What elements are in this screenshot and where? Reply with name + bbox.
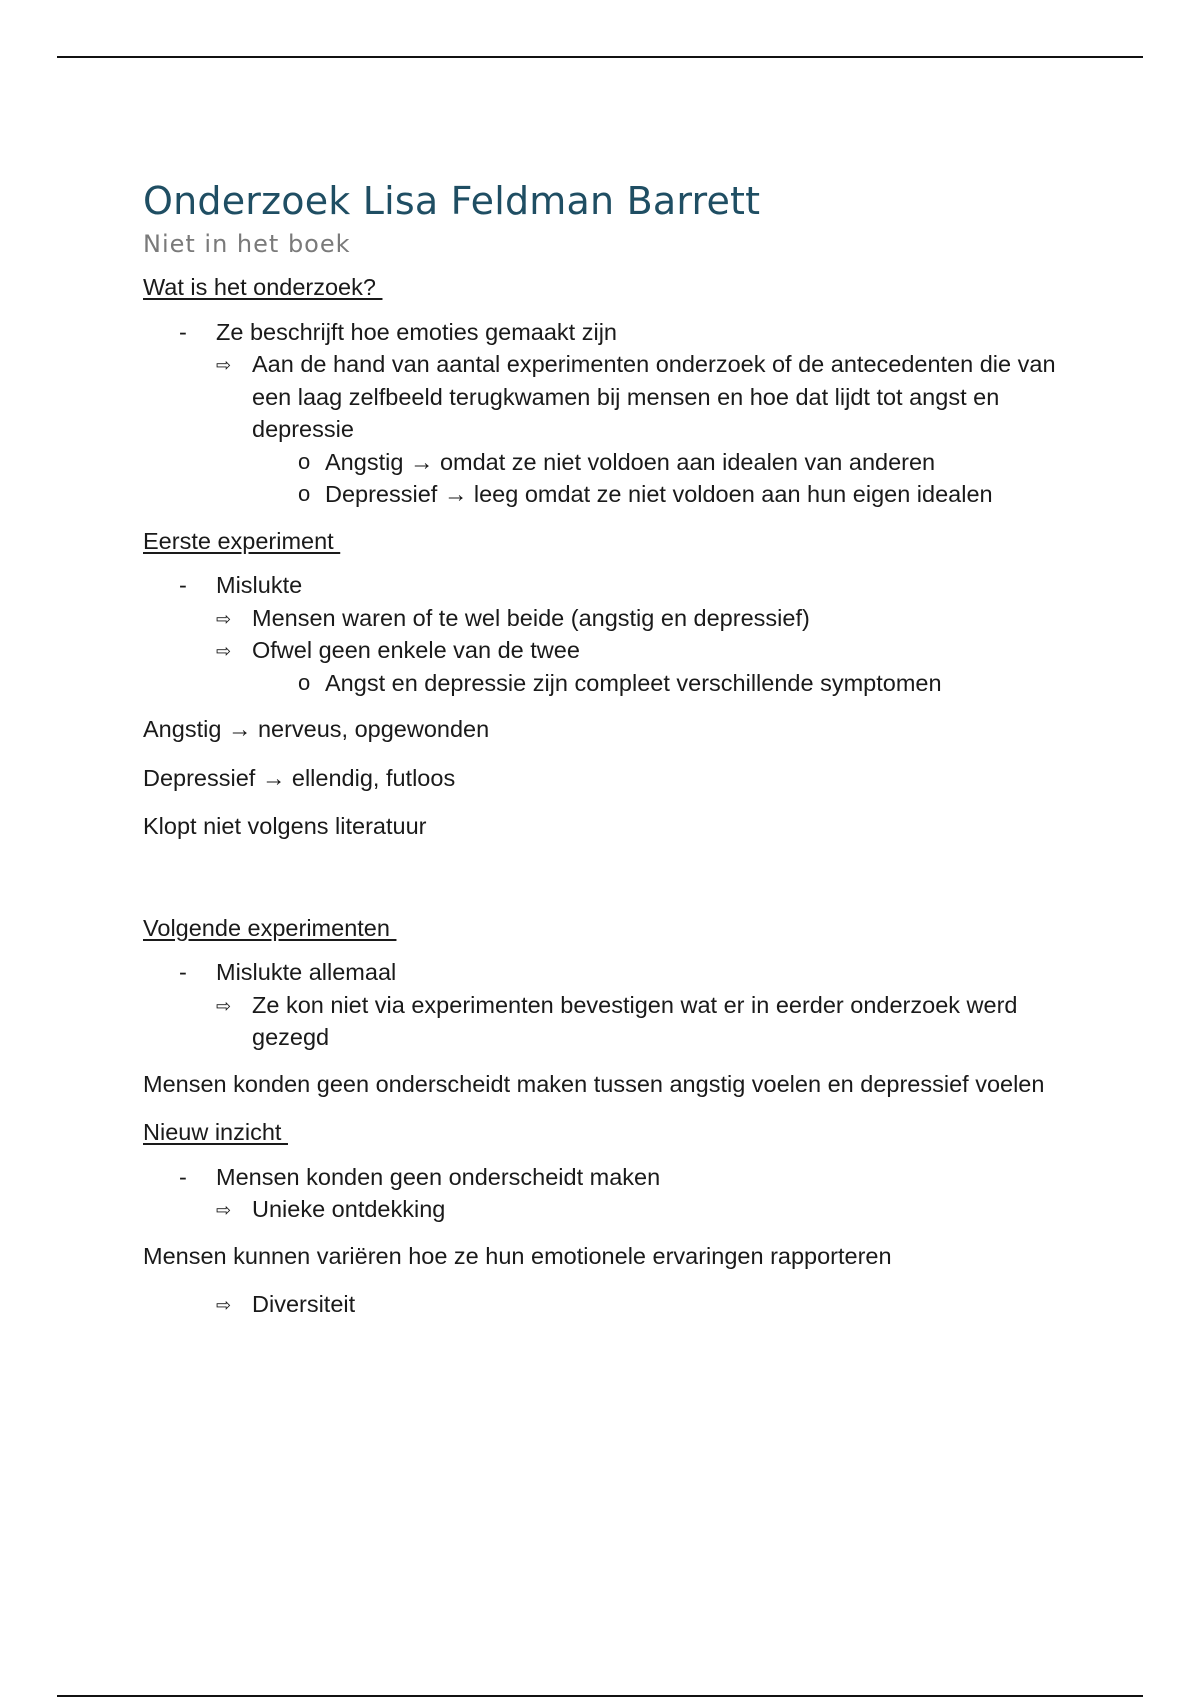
arrow-right-icon: ⇨ bbox=[216, 355, 232, 375]
sub-sub-bullet-text: Depressief → leeg omdat ze niet voldoen aan hun eigen idealen bbox=[325, 481, 993, 507]
list-item bbox=[216, 1193, 1083, 1226]
sub-bullet-text: Unieke ontdekking bbox=[252, 1196, 446, 1222]
sub-sub-list bbox=[252, 667, 1083, 700]
arrow-right-icon: ⇨ bbox=[216, 641, 232, 661]
arrow-right-icon: ⇨ bbox=[216, 608, 232, 629]
sub-bullet-text: Mensen waren of te wel beide (angstig en depressief) bbox=[252, 604, 810, 631]
section-4-list bbox=[143, 1161, 1083, 1226]
arrow-right-icon: ⇨ bbox=[216, 1200, 232, 1220]
bullet-text: Mislukte bbox=[216, 572, 303, 598]
sub-sub-bullet-text: Angst en depressie zijn compleet verschillende symptomen bbox=[325, 669, 942, 696]
list-item bbox=[252, 667, 1083, 700]
paragraph-angstig: Angstig → nerveus, opgewonden bbox=[143, 716, 490, 742]
list-item bbox=[143, 569, 1083, 699]
list-item bbox=[143, 316, 1083, 511]
arrow-right-icon: ⇨ bbox=[216, 1295, 232, 1315]
sub-list bbox=[216, 1193, 1083, 1226]
sub-sub-bullet-text: Angstig → omdat ze niet voldoen aan idealen van anderen bbox=[325, 448, 936, 475]
blank-line bbox=[143, 859, 1083, 908]
section-heading-nieuw-inzicht: Nieuw inzicht bbox=[143, 1119, 288, 1145]
section-heading-eerste-experiment: Eerste experiment bbox=[143, 527, 341, 554]
paragraph-depressief: Depressief → ellendig, futloos bbox=[143, 764, 456, 791]
section-heading-volgende-experimenten: Volgende experimenten bbox=[143, 914, 397, 941]
list-item bbox=[252, 446, 1083, 479]
paragraph-geen-onderscheidt: Mensen konden geen onderscheidt maken tussen angstig voelen en depressief voelen bbox=[143, 1070, 1045, 1097]
dash-bullet-icon: - bbox=[179, 959, 187, 985]
indented-arrow-block bbox=[143, 1288, 1083, 1321]
section-2-list bbox=[143, 569, 1083, 699]
document-page bbox=[143, 175, 1083, 1337]
sub-list bbox=[216, 348, 1083, 511]
circle-bullet-icon: o bbox=[298, 448, 311, 474]
sub-list bbox=[216, 602, 1083, 700]
list-item bbox=[216, 348, 1083, 511]
dash-bullet-icon: - bbox=[179, 1163, 187, 1190]
sub-list bbox=[216, 1288, 1083, 1321]
dash-bullet-icon: - bbox=[179, 318, 187, 345]
section-heading-wat-is-het-onderzoek: Wat is het onderzoek? bbox=[143, 274, 383, 300]
section-1-list bbox=[143, 316, 1083, 511]
document-subtitle: Niet in het boek bbox=[143, 230, 351, 258]
paragraph-klopt-niet: Klopt niet volgens literatuur bbox=[143, 813, 427, 839]
list-item bbox=[216, 602, 1083, 635]
top-divider bbox=[57, 56, 1143, 58]
sub-bullet-text: Aan de hand van aantal experimenten onderzoek of de antecedenten die van een laag zelfbeeld terugkwamen bij mensen en hoe dat lijdt tot angst en depressie bbox=[252, 351, 1056, 442]
circle-bullet-icon: o bbox=[298, 669, 311, 695]
document-title: Onderzoek Lisa Feldman Barrett bbox=[143, 179, 761, 223]
list-item bbox=[143, 956, 1083, 1054]
circle-bullet-icon: o bbox=[298, 481, 311, 506]
sub-bullet-text: Ze kon niet via experimenten bevestigen wat er in eerder onderzoek werd gezegd bbox=[252, 991, 1018, 1050]
sub-list bbox=[216, 989, 1083, 1054]
bullet-text: Ze beschrijft hoe emoties gemaakt zijn bbox=[216, 318, 617, 345]
bottom-divider bbox=[57, 1695, 1143, 1697]
list-item bbox=[143, 1161, 1083, 1226]
dash-bullet-icon: - bbox=[179, 572, 187, 598]
arrow-right-icon: ⇨ bbox=[216, 995, 232, 1016]
sub-bullet-text: Diversiteit bbox=[252, 1291, 356, 1317]
list-item bbox=[216, 1288, 1083, 1321]
bullet-text: Mislukte allemaal bbox=[216, 959, 397, 985]
list-item bbox=[252, 478, 1083, 511]
paragraph-varieren: Mensen kunnen variëren hoe ze hun emotionele ervaringen rapporteren bbox=[143, 1242, 892, 1269]
bullet-text: Mensen konden geen onderscheidt maken bbox=[216, 1163, 661, 1190]
section-3-list bbox=[143, 956, 1083, 1054]
list-item bbox=[216, 634, 1083, 699]
sub-sub-list bbox=[252, 446, 1083, 511]
sub-bullet-text: Ofwel geen enkele van de twee bbox=[252, 637, 580, 663]
list-item bbox=[216, 989, 1083, 1054]
